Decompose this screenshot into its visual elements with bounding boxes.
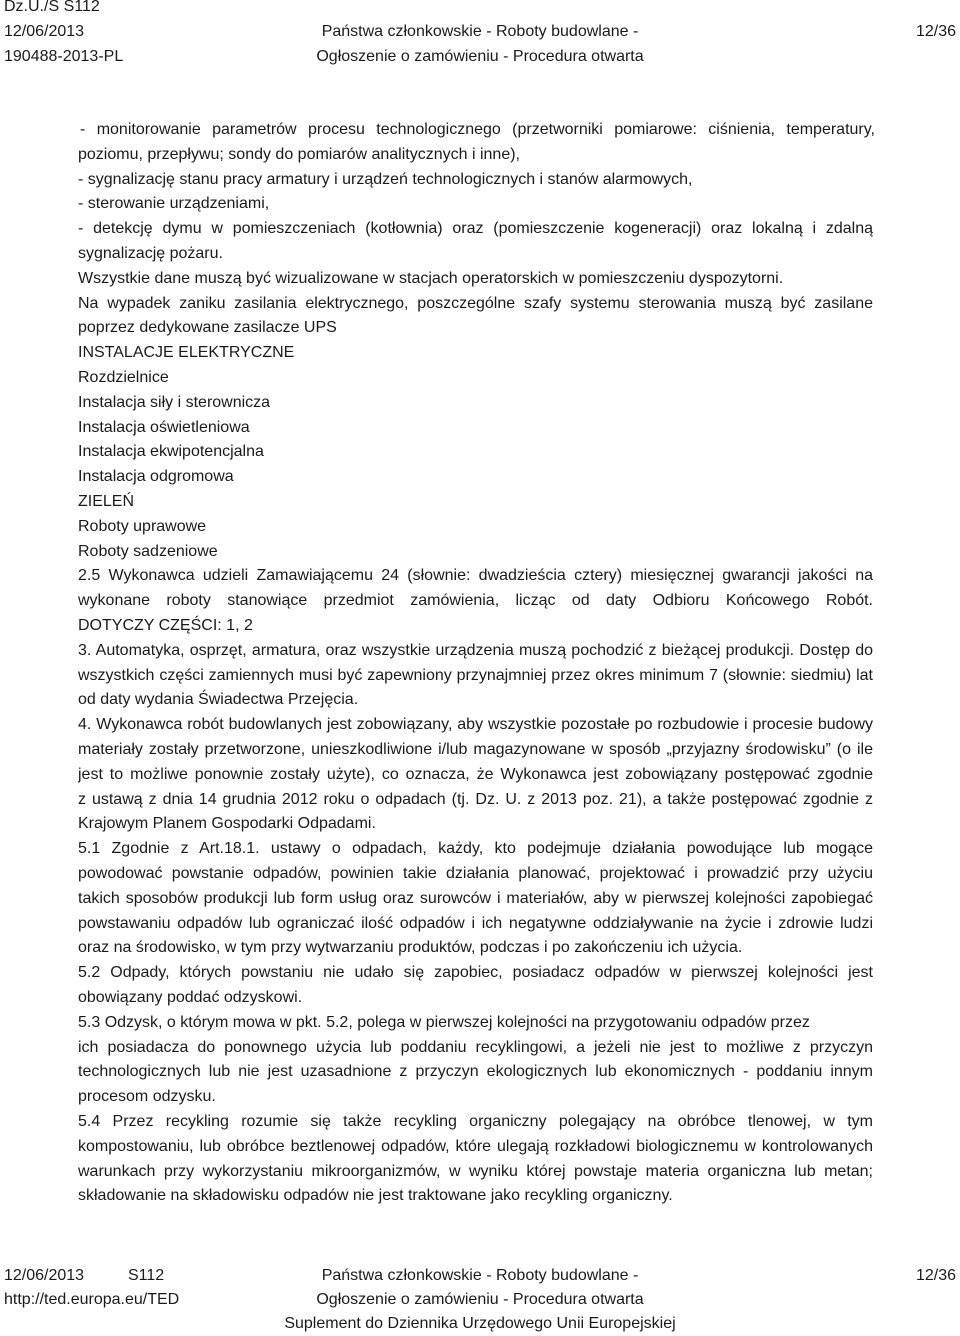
body-line: INSTALACJE ELEKTRYCZNE — [78, 344, 295, 362]
footer-page-number: 12/36 — [915, 1267, 956, 1284]
body-line: wszystkich części zamiennych musi być zapewniony przynajmniej przez okres minimum 7 (słownie: siedmiu) lat — [78, 666, 873, 684]
header-title-line-1: Państwa członkowskie - Roboty budowlane - — [321, 23, 639, 40]
body-line: Roboty uprawowe — [78, 517, 207, 535]
page-footer — [0, 1262, 960, 1334]
body-line: 5.4 Przez recykling rozumie się także recykling organiczny polegający na obróbce tlenowej, w tym — [78, 1113, 873, 1130]
body-line: procesom odzysku. — [78, 1088, 216, 1106]
body-line: Wszystkie dane muszą być wizualizowane w stacjach operatorskich w pomieszczeniu dyspozytorni. — [78, 269, 784, 287]
header-page-number: 12/36 — [915, 23, 956, 40]
body-line: powstawaniu odpadów lub ograniczać ilość odpadów i ich negatywne oddziaływanie na życie i zdrowie ludzi — [78, 914, 873, 932]
body-line: składowanie na składowisku odpadów nie jest traktowane jako recykling organiczny. — [78, 1187, 673, 1205]
body-line: jest to możliwe ponownie zostały użyte), co oznacza, że Wykonawca jest zobowiązany postępować zgodnie — [78, 765, 873, 783]
body-line: - detekcję dymu w pomieszczeniach (kotłownia) oraz (pomieszczenie kogeneracji) oraz lokalną i zdalną — [78, 220, 873, 238]
header-date: 12/06/2013 — [4, 23, 85, 40]
body-line: obowiązany poddać odzyskowi. — [78, 989, 303, 1006]
body-line: Rozdzielnice — [78, 369, 169, 386]
body-line: oraz na środowisko, w tym przy wytwarzaniu produktów, podczas i po zakończeniu ich użycia. — [78, 939, 743, 957]
body-line: technologicznych lub nie jest uzasadnione z przyczyn ekologicznych lub ekonomicznych - poddaniu innym — [78, 1063, 873, 1081]
body-line: - monitorowanie parametrów procesu technologicznego (przetworniki pomiarowe: ciśnienia, temperatury, — [80, 121, 875, 138]
body-line: Instalacja odgromowa — [78, 468, 234, 486]
body-line: Instalacja ekwipotencjalna — [78, 443, 264, 461]
body-line: - sterowanie urządzeniami, — [78, 195, 270, 213]
page-header — [0, 0, 960, 70]
body-line: DOTYCZY CZĘŚCI: 1, 2 — [78, 617, 253, 634]
body-line: 3. Automatyka, osprzęt, armatura, oraz wszystkie urządzenia muszą pochodzić z bieżącej produkcji. Dostęp do — [78, 641, 873, 659]
body-line: 5.1 Zgodnie z Art.18.1. ustawy o odpadach, każdy, kto podejmuje działania powodujące lub mogące — [78, 840, 873, 858]
body-line: warunkach przy wykorzystaniu mikroorganizmów, w wyniku której powstaje materia organiczna lub metan; — [78, 1162, 873, 1180]
body-line: kompostowaniu, lub obróbce beztlenowej odpadów, które ulegają rozkładowi biologicznemu w kontrolowanych — [78, 1137, 873, 1155]
header-title-line-2: Ogłoszenie o zamówieniu - Procedura otwarta — [316, 48, 644, 65]
body-line: poprzez dedykowane zasilacze UPS — [78, 319, 337, 337]
header-doc-id: Dz.U./S S112 — [4, 0, 100, 15]
body-line: wykonane roboty stanowiące przedmiot zamówienia, licząc od daty Odbioru Końcowego Robót. — [78, 592, 873, 610]
body-line: poziomu, przepływu; sondy do pomiarów analitycznych i inne), — [78, 145, 520, 163]
body-line: Krajowym Planem Gospodarki Odpadami. — [78, 815, 376, 833]
body-line: ich posiadacza do ponownego użycia lub poddaniu recyklingowi, a jeżeli nie jest to możliwe z przyczyn — [78, 1038, 873, 1056]
footer-date: 12/06/2013 — [4, 1267, 85, 1284]
header-notice-number: 190488-2013-PL — [4, 48, 124, 65]
footer-url: http://ted.europa.eu/TED — [4, 1291, 180, 1308]
body-line: od daty wydania Świadectwa Przejęcia. — [78, 691, 359, 709]
body-line: - sygnalizację stanu pracy armatury i urządzeń technologicznych i stanów alarmowych, — [78, 170, 693, 188]
body-line: 4. Wykonawca robót budowlanych jest zobowiązany, aby wszystkie pozostałe po rozbudowie i procesie budowy — [78, 716, 873, 734]
body-line: ZIELEŃ — [78, 493, 135, 510]
footer-title-line-1: Państwa członkowskie - Roboty budowlane - — [321, 1267, 639, 1284]
footer-series: S112 — [128, 1267, 165, 1284]
body-line: z ustawą z dnia 14 grudnia 2012 roku o odpadach (tj. Dz. U. z 2013 poz. 21), a także postępować zgodnie z — [78, 790, 873, 808]
body-line: 2.5 Wykonawca udzieli Zamawiającemu 24 (słownie: dwadzieścia cztery) miesięcznej gwarancji jakości na — [78, 567, 873, 585]
body-line: Na wypadek zaniku zasilania elektrycznego, poszczególne szafy systemu sterowania muszą być zasilane — [78, 294, 873, 312]
footer-title-line-3: Suplement do Dziennika Urzędowego Unii Europejskiej — [284, 1315, 676, 1332]
body-line: 5.3 Odzysk, o którym mowa w pkt. 5.2, polega w pierwszej kolejności na przygotowaniu odpadów przez — [78, 1013, 810, 1031]
footer-title-line-2: Ogłoszenie o zamówieniu - Procedura otwarta — [316, 1291, 644, 1308]
body-line: takich sposobów produkcji lub form usług oraz surowców i materiałów, aby w pierwszej kolejności zapobiegać — [78, 889, 873, 907]
body-line: Instalacja siły i sterownicza — [78, 393, 271, 411]
body-line: 5.2 Odpady, których powstaniu nie udało się zapobiec, posiadacz odpadów w pierwszej kolejności jest — [78, 964, 873, 982]
body-line: sygnalizację pożaru. — [78, 245, 223, 262]
body-line: powodować powstanie odpadów, powinien takie działania planować, projektować i prowadzić przy użyciu — [78, 865, 873, 882]
body-line: Roboty sadzeniowe — [78, 542, 218, 560]
body-line: materiały zostały przetworzone, unieszkodliwione i/lub magazynowane w sposób „przyjazny środowisku” (o ile — [78, 741, 873, 758]
body-line: Instalacja oświetleniowa — [78, 418, 250, 436]
